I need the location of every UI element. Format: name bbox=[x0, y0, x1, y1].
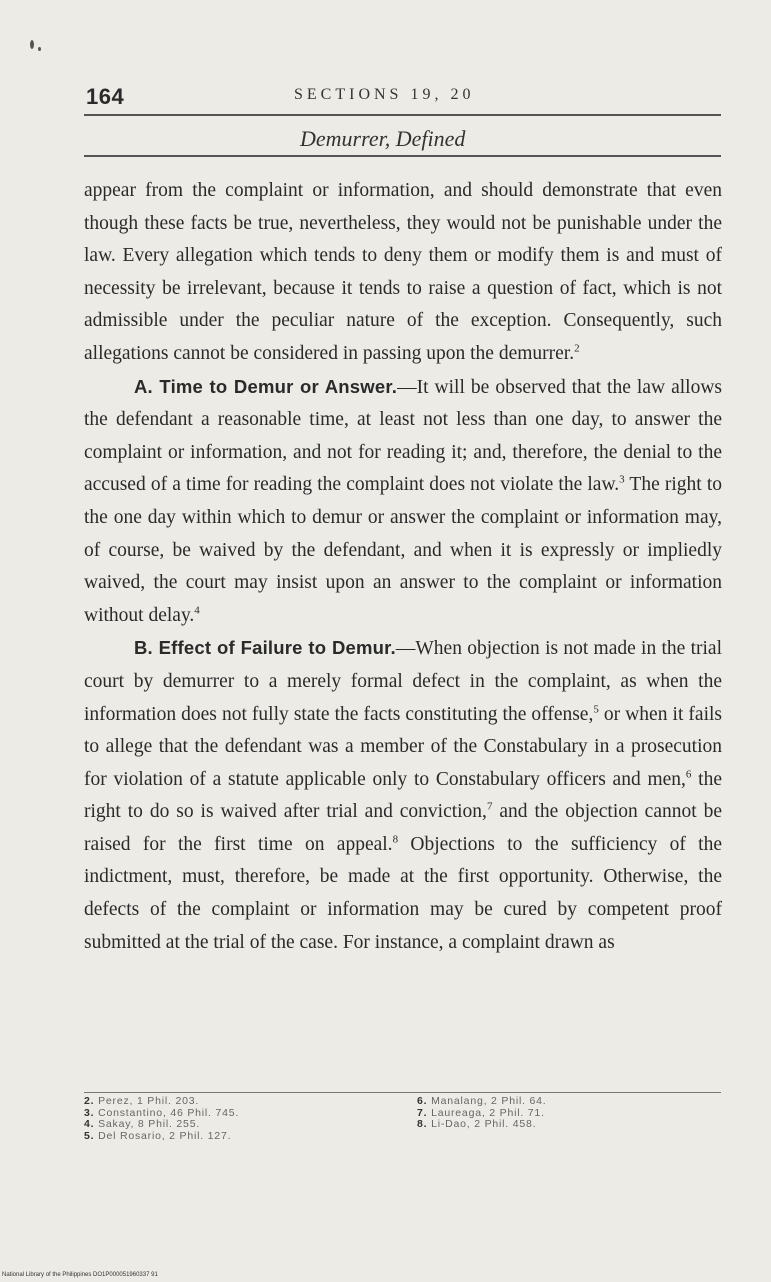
footnote-reference: 8 bbox=[392, 833, 399, 846]
section-b-text: and the objection cannot be raised for the first time on appeal. bbox=[84, 801, 722, 855]
footnotes-left-column bbox=[84, 1096, 239, 1142]
paragraph-text: appear from the complaint or information, and should demonstrate that even though these facts be true, nevertheless, they would not be punishable under the law. Every allegation which tends to deny them or modify them is and must of necessity be irrelevant, because it tends to raise a question of fact, which is not admissible under the peculiar nature of the exception. Consequently, such allegations cannot be considered in passing upon the demurrer. bbox=[84, 180, 722, 364]
footnote-reference: 5 bbox=[593, 703, 599, 715]
section-b-text: Objections to the sufficiency of the indictment, must, therefore, be made at the first opportunity. Otherwise, the defects of the complaint or information may be cured by competent proof submitted at the trial of the case. For instance, a complaint drawn as bbox=[84, 833, 722, 953]
subtitle-rule bbox=[84, 155, 721, 157]
section-a-paragraph bbox=[84, 371, 722, 633]
running-head: SECTIONS 19, 20 bbox=[294, 86, 475, 103]
scan-speck bbox=[38, 47, 41, 51]
footnote-citation: Constantino, 46 Phil. 745. bbox=[98, 1106, 240, 1119]
footnote-number: 6. bbox=[417, 1095, 428, 1107]
footnote-reference: 6 bbox=[685, 768, 692, 781]
footnotes-right-column bbox=[417, 1096, 547, 1131]
footnote-rule bbox=[84, 1092, 721, 1093]
footnote-citation: Manalang, 2 Phil. 64. bbox=[431, 1095, 547, 1107]
footnote-citation: Sakay, 8 Phil. 255. bbox=[98, 1118, 201, 1130]
section-b-text: —When objection is not made in the trial court by demurrer to a merely formal defect in the complaint, as when the information does not fully state the facts constituting the offense, bbox=[84, 638, 722, 725]
paragraph-continuation bbox=[84, 175, 722, 371]
section-b-paragraph bbox=[84, 632, 722, 959]
section-a-heading: A. Time to Demur or Answer. bbox=[134, 375, 398, 397]
footnote-reference: 3 bbox=[619, 473, 625, 486]
section-a-text: —It will be observed that the law allows the defendant a reasonable time, at least not less than one day, to answer the complaint or information, and not for reading it; and, therefore, the denial to the accused of a time for reading the complaint does not violate the law. bbox=[84, 376, 722, 496]
footnote-number: 4. bbox=[84, 1118, 95, 1130]
footnote-number: 2. bbox=[84, 1095, 95, 1107]
scan-credit: National Library of the Philippines DO1P000051960337 91 bbox=[2, 1272, 158, 1278]
page-number: 164 bbox=[86, 84, 125, 109]
footnote-citation: Laureaga, 2 Phil. 71. bbox=[431, 1106, 545, 1119]
scan-speck bbox=[30, 40, 34, 49]
footnote-number: 7. bbox=[417, 1106, 428, 1119]
section-b-text: or when it fails to allege that the defendant was a member of the Constabulary in a prosecution for violation of a statute applicable only to Constabulary officers and men, bbox=[84, 703, 723, 790]
section-b-heading: B. Effect of Failure to Demur. bbox=[134, 637, 396, 659]
footnote bbox=[417, 1119, 547, 1131]
footnote-number: 5. bbox=[84, 1129, 95, 1142]
footnote-number: 3. bbox=[84, 1106, 95, 1119]
header-rule bbox=[84, 114, 721, 116]
section-b-text: the right to do so is waived after trial and conviction, bbox=[84, 768, 722, 823]
body-text bbox=[84, 175, 722, 959]
footnote-citation: Li-Dao, 2 Phil. 458. bbox=[431, 1118, 537, 1130]
chapter-subtitle: Demurrer, Defined bbox=[300, 126, 466, 151]
footnote-citation: Del Rosario, 2 Phil. 127. bbox=[98, 1129, 232, 1142]
footnote-reference: 4 bbox=[194, 604, 200, 617]
footnote-reference: 7 bbox=[486, 800, 493, 813]
footnote-number: 8. bbox=[417, 1118, 428, 1130]
section-a-text: The right to the one day within which to demur or answer the complaint or information may, of course, be waived by the defendant, and when it is expressly or impliedly waived, the court may insist upon an answer to the complaint or information without delay. bbox=[84, 474, 722, 626]
footnote-citation: Perez, 1 Phil. 203. bbox=[98, 1095, 200, 1107]
footnote-reference: 2 bbox=[574, 342, 580, 355]
footnote bbox=[84, 1131, 239, 1143]
